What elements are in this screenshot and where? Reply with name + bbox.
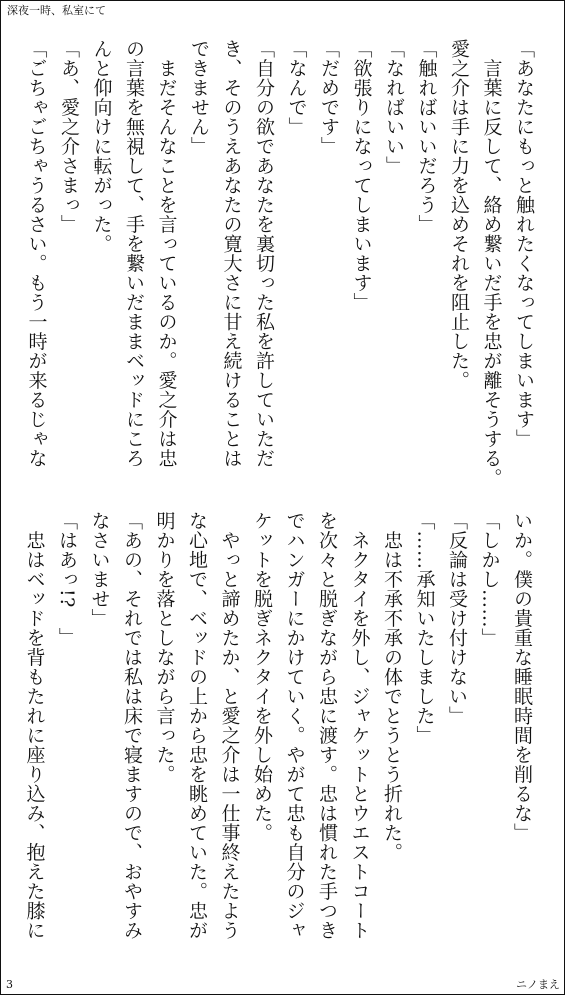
text-line: な心地で、ベッドの上から忠を眺めていた。忠が — [186, 511, 208, 940]
text-line: 「触ればいいだろう」 — [415, 39, 438, 234]
text-block-bottom — [23, 511, 538, 951]
text-line: 明かりを落としながら言った。 — [153, 511, 176, 784]
text-line: 愛之介は手に力を込めそれを阻止した。 — [448, 39, 470, 390]
text-line: を次々と脱ぎながら忠に渡す。忠は慣れた手つき — [316, 511, 338, 940]
text-line: ケットを脱ぎネクタイを外し始めた。 — [251, 511, 273, 843]
text-line: 「反論は受け付けない」 — [446, 511, 468, 726]
text-line: やっと諦めたか、と愛之介は一仕事終えたよう — [218, 511, 241, 940]
text-line: 「なればいい」 — [383, 39, 405, 176]
text-line: 忠は不承不承の体でとうとう折れた。 — [381, 511, 403, 862]
text-block-top — [25, 39, 540, 488]
text-line: 忠はベッドを背もたれに座り込み、抱えた膝に — [23, 511, 46, 940]
text-line: 「しかし……」 — [478, 511, 501, 648]
text-line: の言葉を無視して、手を繋いだままベッドにころ — [123, 39, 145, 468]
text-line: でハンガーにかけていく。やがて忠も自分のジャ — [283, 511, 306, 940]
running-header: 深夜一時、私室にて — [7, 4, 106, 17]
text-line: 「あの、それでは私は床で寝ますので、おやすみ — [121, 511, 143, 940]
text-line: 「あ、愛之介さまっ」 — [58, 39, 80, 234]
author-name: ニノまえ — [516, 978, 560, 991]
text-line: 「だめです」 — [318, 39, 340, 156]
text-line: 「はあっ!? 」 — [56, 511, 78, 647]
text-line: き、そのうえあなたの寛大さに甘え続けることは — [220, 39, 243, 468]
text-line: 「ごちゃごちゃうるさい。もう一時が来るじゃな — [25, 39, 48, 468]
text-line: 「なんで」 — [285, 39, 308, 137]
text-line: 言葉に反して、絡め繋いだ手を忠が離そうする。 — [480, 39, 503, 488]
text-line: いか。僕の貴重な睡眠時間を削るな」 — [511, 511, 533, 843]
text-line: なさいませ」 — [88, 511, 111, 628]
text-line: まだそんなことを言っているのか。愛之介は忠 — [155, 39, 178, 468]
page-number: 3 — [6, 978, 13, 991]
text-line: 「……承知いたしました」 — [413, 511, 436, 745]
text-line: 「あなたにもっと触れたくなってしまいます」 — [513, 39, 535, 449]
text-line: ネクタイを外し、ジャケットとウエストコート — [348, 511, 371, 940]
text-line: できません」 — [188, 39, 210, 156]
text-line: 「自分の欲であなたを裏切った私を許していただ — [253, 39, 275, 468]
text-line: 「欲張りになってしまいます」 — [350, 39, 373, 312]
text-line: んと仰向けに転がった。 — [90, 39, 113, 254]
